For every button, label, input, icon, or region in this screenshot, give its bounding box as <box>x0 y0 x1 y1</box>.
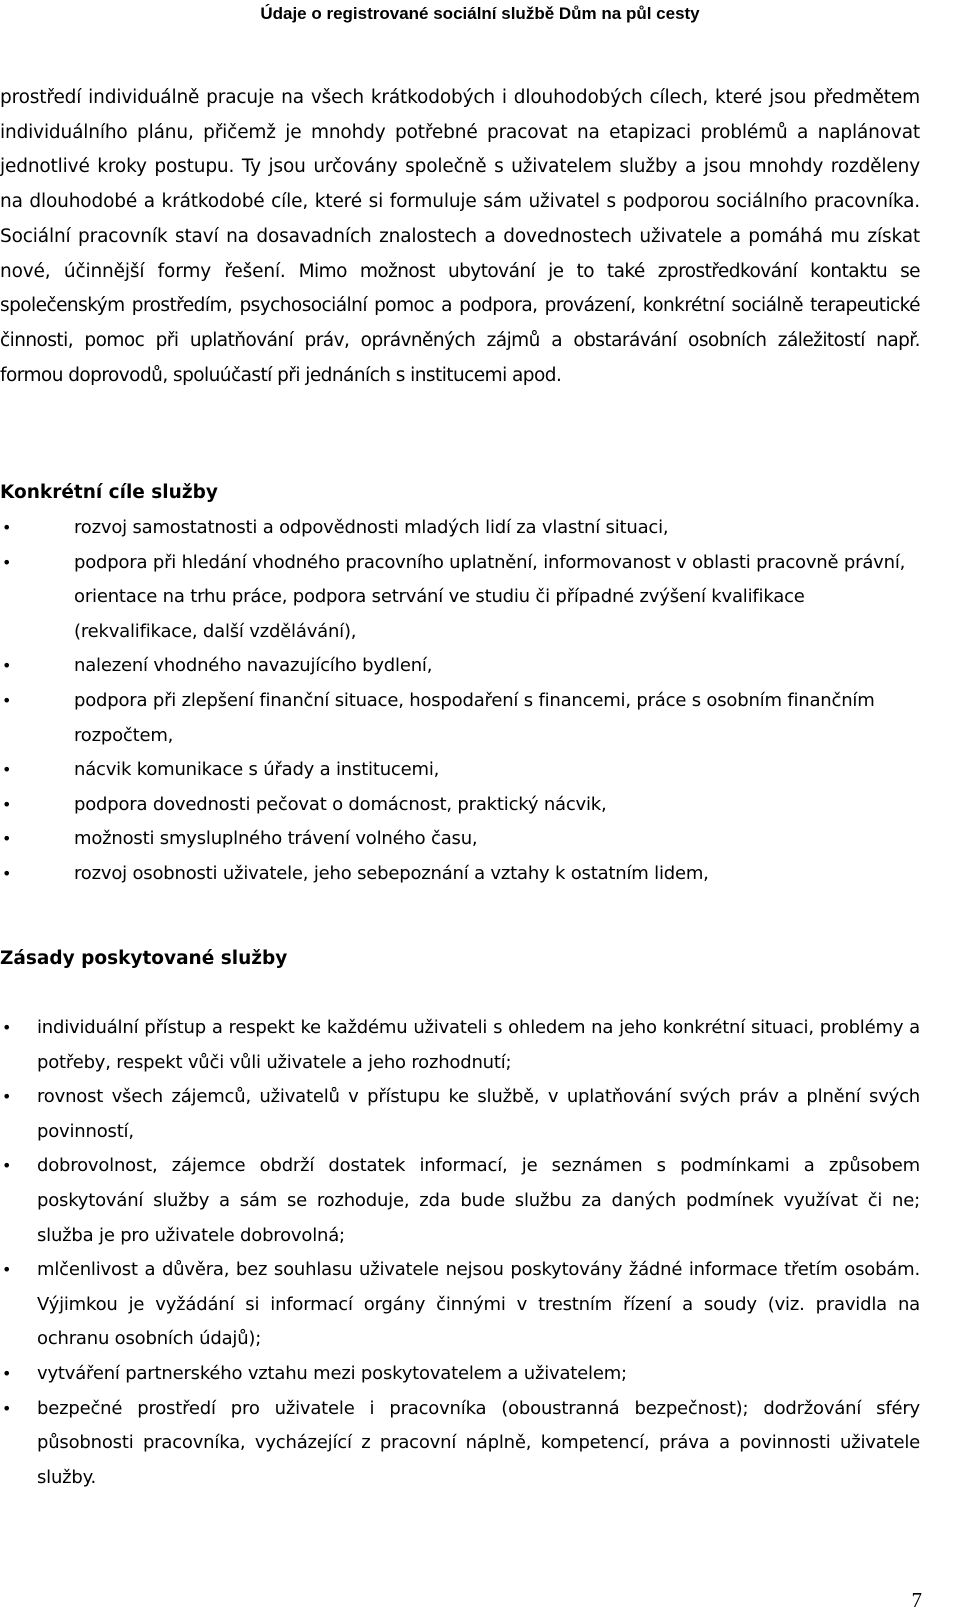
principle-text: dobrovolnost, zájemce obdrží dostatek informací, je seznámen s podmínkami a způsobem poskytování služby a sám se rozhoduje, zda bude službu za daných podmínek využívat či ne; služba je pro uživatele dobrovolná; <box>37 1155 920 1246</box>
bullet-icon: • <box>2 1018 12 1037</box>
bullet-icon: • <box>2 1156 12 1176</box>
principle-text: mlčenlivost a důvěra, bez souhlasu uživatele nejsou poskytovány žádné informace třetím osobám. Výjimkou je vyžádání si informací orgány činnými v trestním řízení a soudy (viz. pravidla na ochranu osobních údajů); <box>37 1259 920 1350</box>
principle-text: rovnost všech zájemců, uživatelů v přístupu ke službě, v uplatňování svých práv a plnění svých povinností, <box>37 1086 920 1142</box>
goal-text: možnosti smysluplného trávení volného času, <box>74 828 478 850</box>
goal-text: podpora dovednosti pečovat o domácnost, praktický nácvik, <box>74 793 607 815</box>
goal-text: rozvoj osobnosti uživatele, jeho sebepoznání a vztahy k ostatním lidem, <box>74 862 709 884</box>
goal-item <box>0 546 920 650</box>
bullet-icon: • <box>2 829 12 849</box>
goal-text: podpora při hledání vhodného pracovního uplatnění, informovanost v oblasti pracovně právní, orientace na trhu práce, podpora setrvání ve studiu či případné zvýšení kvalifikace (rekvalifikace, další vzdělávání), <box>74 551 906 642</box>
principles-list <box>0 1011 920 1495</box>
principle-text: individuální přístup a respekt ke každému uživateli s ohledem na jeho konkrétní situaci, problémy a potřeby, respekt vůči vůli uživatele a jeho rozhodnutí; <box>37 1017 920 1073</box>
bullet-icon: • <box>2 552 12 572</box>
goal-item <box>0 511 920 546</box>
bullet-icon: • <box>2 1363 12 1383</box>
goal-item <box>0 822 920 857</box>
principle-text: bezpečné prostředí pro uživatele i pracovníka (oboustranná bezpečnost); dodržování sféry působnosti pracovníka, vycházející z pracovní náplně, kompetencí, práva a povinnosti uživatele služby. <box>37 1397 920 1488</box>
principle-item <box>0 1149 920 1253</box>
principle-item <box>0 1253 920 1357</box>
goal-text: nácvik komunikace s úřady a institucemi, <box>74 759 440 781</box>
intro-text-part-1: prostředí individuálně pracuje na všech krátkodobých i dlouhodobých cílech, které jsou předmětem individuálního plánu, přičemž je mnohdy potřebné pracovat na etapizaci problémů a naplánovat jednotlivé kroky postupu. Ty jsou určovány společně s uživatelem služby a jsou mnohdy rozděleny na dlouhodobé a krátkodobé cíle, které si formuluje sám uživatel s podporou sociálního pracovníka. Sociální pracovník staví na dosavadních znalostech a dovednostech uživatele a pomáhá mu získat nové, účinnější formy řešení. <box>0 87 920 282</box>
goal-item <box>0 684 920 753</box>
goals-list <box>0 511 920 892</box>
page-header: Údaje o registrované sociální službě Dům na půl cesty <box>260 4 700 23</box>
principle-item <box>0 1080 920 1149</box>
bullet-icon: • <box>2 1260 12 1280</box>
goal-text: podpora při zlepšení finanční situace, hospodaření s financemi, práce s osobním finančním rozpočtem, <box>74 689 875 746</box>
goal-item <box>0 788 920 823</box>
goal-text: rozvoj samostatnosti a odpovědnosti mladých lidí za vlastní situaci, <box>74 517 669 538</box>
bullet-icon: • <box>2 863 12 883</box>
intro-paragraph <box>0 81 920 393</box>
goal-text: nalezení vhodného navazujícího bydlení, <box>74 655 433 677</box>
bullet-icon: • <box>2 1398 12 1418</box>
principle-item <box>0 1357 920 1392</box>
bullet-icon: • <box>2 1087 12 1107</box>
goal-item <box>0 753 920 788</box>
bullet-icon: • <box>2 518 12 537</box>
goal-item <box>0 857 920 892</box>
page-number: 7 <box>911 1588 922 1612</box>
bullet-icon: • <box>2 656 12 676</box>
goal-item <box>0 649 920 684</box>
goals-heading: Konkrétní cíle služby <box>0 482 218 503</box>
principle-item <box>0 1011 920 1080</box>
principle-text: vytváření partnerského vztahu mezi poskytovatelem a uživatelem; <box>37 1362 627 1384</box>
intro-text-part-2: Mimo možnost ubytování je to také zprostředkování kontaktu se společenským prostředím, psychosociální pomoc a podpora, provázení, konkrétní sociálně terapeutické činnosti, pomoc při uplatňování práv, oprávněných zájmů a obstarávání osobních záležitostí např. formou doprovodů, spoluúčastí při jednáních s institucemi apod. <box>0 260 921 386</box>
principles-heading: Zásady poskytované služby <box>0 948 288 969</box>
bullet-icon: • <box>2 794 12 814</box>
bullet-icon: • <box>2 690 12 710</box>
principle-item <box>0 1392 920 1496</box>
bullet-icon: • <box>2 760 12 780</box>
